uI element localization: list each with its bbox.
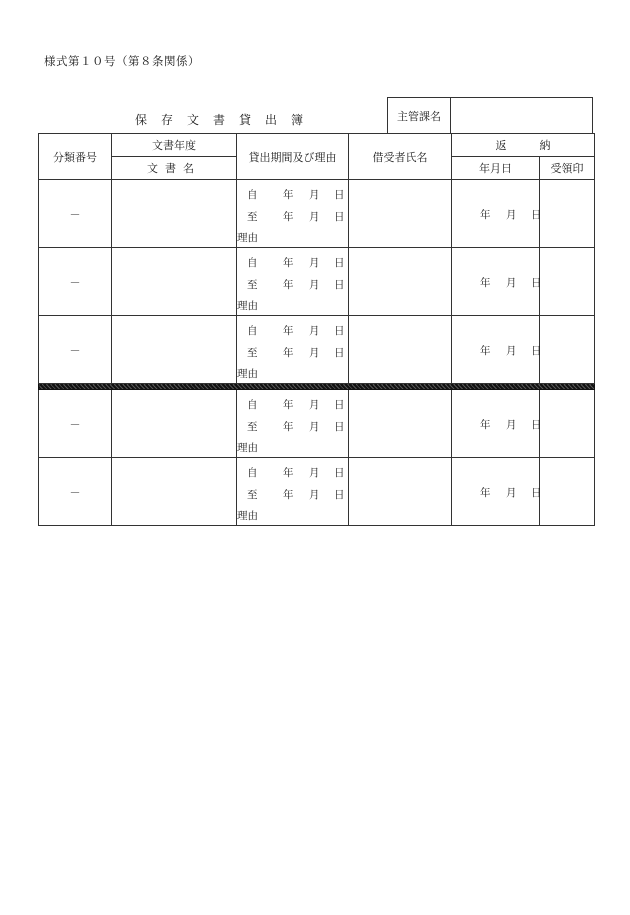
day-label: 日	[531, 277, 542, 289]
borrower-cell[interactable]	[349, 458, 452, 526]
loan-period-cell[interactable]	[237, 180, 349, 248]
year-label: 年	[283, 347, 294, 359]
classification-cell[interactable]	[39, 180, 112, 248]
from-label: 自	[247, 257, 258, 269]
month-label: 月	[309, 189, 320, 201]
day-label: 日	[334, 489, 345, 501]
year-label: 年	[283, 325, 294, 337]
year-label: 年	[480, 209, 491, 221]
year-label: 年	[480, 277, 491, 289]
month-label: 月	[309, 347, 320, 359]
return-date-cell[interactable]	[452, 248, 540, 316]
from-label: 自	[247, 325, 258, 337]
table-row	[39, 316, 595, 384]
table-row	[39, 180, 595, 248]
loan-period-cell[interactable]	[237, 316, 349, 384]
classification-dash: －	[69, 417, 81, 431]
to-label: 至	[247, 421, 258, 433]
header-loan-period-reason: 貸出期間及び理由	[237, 134, 349, 180]
year-label: 年	[480, 345, 491, 357]
day-label: 日	[334, 467, 345, 479]
reason-label: 理由	[237, 300, 258, 312]
day-label: 日	[531, 487, 542, 499]
loan-period-cell[interactable]	[237, 390, 349, 458]
to-label: 至	[247, 347, 258, 359]
day-label: 日	[334, 421, 345, 433]
month-label: 月	[309, 211, 320, 223]
year-label: 年	[480, 487, 491, 499]
month-label: 月	[506, 277, 517, 289]
receipt-seal-cell[interactable]	[540, 390, 595, 458]
month-label: 月	[309, 325, 320, 337]
table-row	[39, 248, 595, 316]
receipt-seal-cell[interactable]	[540, 180, 595, 248]
borrower-cell[interactable]	[349, 180, 452, 248]
loan-period-cell[interactable]	[237, 458, 349, 526]
loan-period-cell[interactable]	[237, 248, 349, 316]
year-label: 年	[480, 419, 491, 431]
month-label: 月	[506, 345, 517, 357]
header-return-date: 年月日	[452, 157, 540, 180]
month-label: 月	[506, 209, 517, 221]
borrower-cell[interactable]	[349, 316, 452, 384]
day-label: 日	[334, 189, 345, 201]
month-label: 月	[506, 419, 517, 431]
table-row	[39, 458, 595, 526]
header-borrower-name: 借受者氏名	[349, 134, 452, 180]
header-document-year: 文書年度	[112, 134, 237, 157]
classification-cell[interactable]	[39, 248, 112, 316]
receipt-seal-cell[interactable]	[540, 316, 595, 384]
year-label: 年	[283, 257, 294, 269]
return-date-cell[interactable]	[452, 390, 540, 458]
day-label: 日	[531, 209, 542, 221]
day-label: 日	[334, 211, 345, 223]
document-cell[interactable]	[112, 458, 237, 526]
from-label: 自	[247, 467, 258, 479]
document-cell[interactable]	[112, 390, 237, 458]
classification-dash: －	[69, 207, 81, 221]
month-label: 月	[309, 279, 320, 291]
month-label: 月	[309, 399, 320, 411]
from-label: 自	[247, 189, 258, 201]
to-label: 至	[247, 279, 258, 291]
year-label: 年	[283, 399, 294, 411]
document-cell[interactable]	[112, 248, 237, 316]
year-label: 年	[283, 211, 294, 223]
day-label: 日	[334, 347, 345, 359]
year-label: 年	[283, 279, 294, 291]
borrower-cell[interactable]	[349, 248, 452, 316]
day-label: 日	[334, 325, 345, 337]
receipt-seal-cell[interactable]	[540, 248, 595, 316]
classification-dash: －	[69, 485, 81, 499]
day-label: 日	[334, 399, 345, 411]
classification-cell[interactable]	[39, 458, 112, 526]
managing-section-label: 主管課名	[388, 98, 451, 133]
form-number: 様式第１０号（第８条関係）	[44, 54, 200, 68]
borrower-cell[interactable]	[349, 390, 452, 458]
to-label: 至	[247, 211, 258, 223]
register-title: 保存文書貸出簿	[135, 113, 318, 127]
reason-label: 理由	[237, 368, 258, 380]
reason-label: 理由	[237, 510, 258, 522]
year-label: 年	[283, 467, 294, 479]
classification-dash: －	[69, 275, 81, 289]
classification-dash: －	[69, 343, 81, 357]
classification-cell[interactable]	[39, 316, 112, 384]
return-date-cell[interactable]	[452, 458, 540, 526]
month-label: 月	[309, 421, 320, 433]
year-label: 年	[283, 489, 294, 501]
month-label: 月	[309, 489, 320, 501]
header-return: 返 納	[452, 134, 595, 157]
from-label: 自	[247, 399, 258, 411]
day-label: 日	[334, 257, 345, 269]
header-classification-no: 分類番号	[39, 134, 112, 180]
managing-section-box	[387, 97, 593, 133]
header-receipt-seal: 受領印	[540, 157, 595, 180]
return-date-cell[interactable]	[452, 180, 540, 248]
table-row	[39, 390, 595, 458]
to-label: 至	[247, 489, 258, 501]
month-label: 月	[309, 257, 320, 269]
day-label: 日	[531, 345, 542, 357]
header-document-name: 文書名	[112, 157, 237, 180]
receipt-seal-cell[interactable]	[540, 458, 595, 526]
document-cell[interactable]	[112, 180, 237, 248]
month-label: 月	[309, 467, 320, 479]
month-label: 月	[506, 487, 517, 499]
day-label: 日	[531, 419, 542, 431]
reason-label: 理由	[237, 232, 258, 244]
managing-section-field[interactable]	[451, 98, 592, 133]
classification-cell[interactable]	[39, 390, 112, 458]
year-label: 年	[283, 189, 294, 201]
reason-label: 理由	[237, 442, 258, 454]
loan-register-table	[38, 133, 595, 526]
year-label: 年	[283, 421, 294, 433]
return-date-cell[interactable]	[452, 316, 540, 384]
document-cell[interactable]	[112, 316, 237, 384]
day-label: 日	[334, 279, 345, 291]
